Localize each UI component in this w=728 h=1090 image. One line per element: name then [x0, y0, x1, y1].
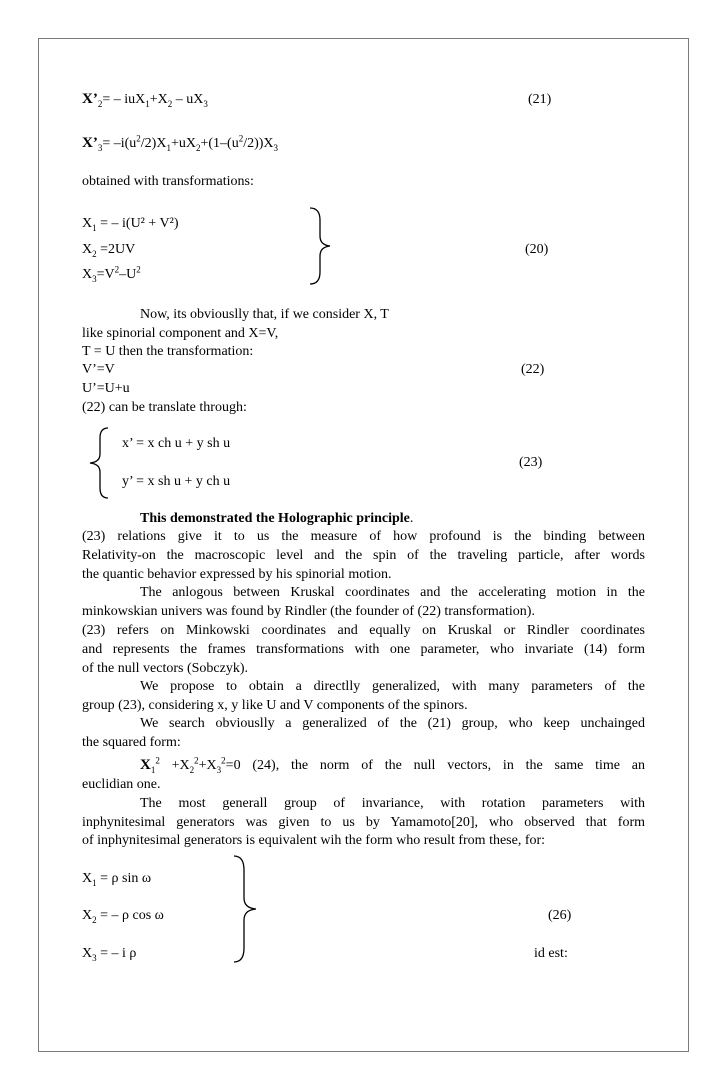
body-p1-line1: (23) relations give it to us the measure of how profound is the binding between: [82, 529, 645, 544]
now-line3: T = U then the transformation:: [82, 344, 254, 359]
now-line4: V’=V: [82, 362, 115, 377]
equation-number-21: (21): [528, 92, 552, 107]
equation-number-23: (23): [519, 455, 543, 470]
right-brace-eq26: [226, 854, 266, 964]
body-p4-line2: group (23), considering x, y like U and V components of the spinors.: [82, 698, 468, 713]
body-p3-line3: of the null vectors (Sobczyk).: [82, 661, 249, 676]
body-p6-line2: euclidian one.: [82, 777, 161, 792]
body-p7-line3: of inphynitesimal generators is equivalent wih the form who result from these, for:: [82, 833, 546, 848]
left-brace-eq23: [86, 426, 116, 500]
now-line6: (22) can be translate through:: [82, 400, 247, 415]
equation-number-22: (22): [521, 362, 545, 377]
holographic-statement: This demonstrated the Holographic principle.: [140, 511, 414, 526]
body-p1-line2: Relativity-on the macroscopic level and the spin of the traveling particle, after words: [82, 548, 645, 563]
body-p2-line1: The anlogous between Kruskal coordinates and the accelerating motion in the: [140, 585, 645, 600]
eq21-line1: $X’_2= - iuX_1+X_2 - uX_3$: [82, 91, 208, 109]
eq26-line1: $X_1 = \rho$ sin ω: [82, 871, 152, 888]
body-p1-line3: the quantic behavior expressed by his spinorial motion.: [82, 567, 392, 582]
body-p7-line1: The most generall group of invariance, with rotation parameters with: [140, 796, 645, 811]
eq20-line2: $X_2 =2UV$: [82, 242, 136, 259]
eq23-line2: y’ = x sh u + y ch u: [122, 474, 231, 489]
equation-number-20: (20): [525, 242, 549, 257]
eq20-line3: $X_3=V^2-U^2$: [82, 264, 141, 284]
id-est-text: id est:: [534, 946, 568, 961]
body-p3-line2: and represents the frames transformations with one parameter, who invariate (14) form: [82, 642, 645, 657]
body-p7-line2: inphynitesimal generators was given to us by Yamamoto[20], who observed that form: [82, 815, 645, 830]
right-brace-eq20: [300, 206, 340, 286]
eq23-line1: x’ = x ch u + y sh u: [122, 436, 231, 451]
eq26-line2: $X_2$ = – ρ cos ω: [82, 908, 164, 925]
body-p2-line2: minkowskian univers was found by Rindler (the founder of (22) transformation).: [82, 604, 535, 619]
body-p6-line1: $X_1^2 +X_2^2+X_3^2=0$ (24), the norm of the null vectors, in the same time an: [140, 755, 645, 775]
equation-number-26: (26): [548, 908, 572, 923]
now-line1: Now, its obviouslly that, if we consider X, T: [140, 307, 389, 322]
body-p4-line1: We propose to obtain a directlly generalized, with many parameters of the: [140, 679, 645, 694]
eq21-line2: $X’_3= -i(u^2/2)X_1+uX_2+(1-(u^2/2))X_3$: [82, 133, 279, 153]
eq20-line1: $X_1$ = – i(U² + V²): [82, 216, 179, 233]
body-p5-line2: the squared form:: [82, 735, 181, 750]
obtained-text: obtained with transformations:: [82, 174, 254, 189]
now-line5: U’=U+u: [82, 381, 130, 396]
now-line2: like spinorial component and X=V,: [82, 326, 279, 341]
body-p5-line1: We search obviouslly a generalized of the (21) group, who keep unchainged: [140, 716, 645, 731]
body-p3-line1: (23) refers on Minkowski coordinates and equally on Kruskal or Rindler coordinates: [82, 623, 645, 638]
eq26-line3: $X_3$ = – i ρ: [82, 946, 137, 963]
